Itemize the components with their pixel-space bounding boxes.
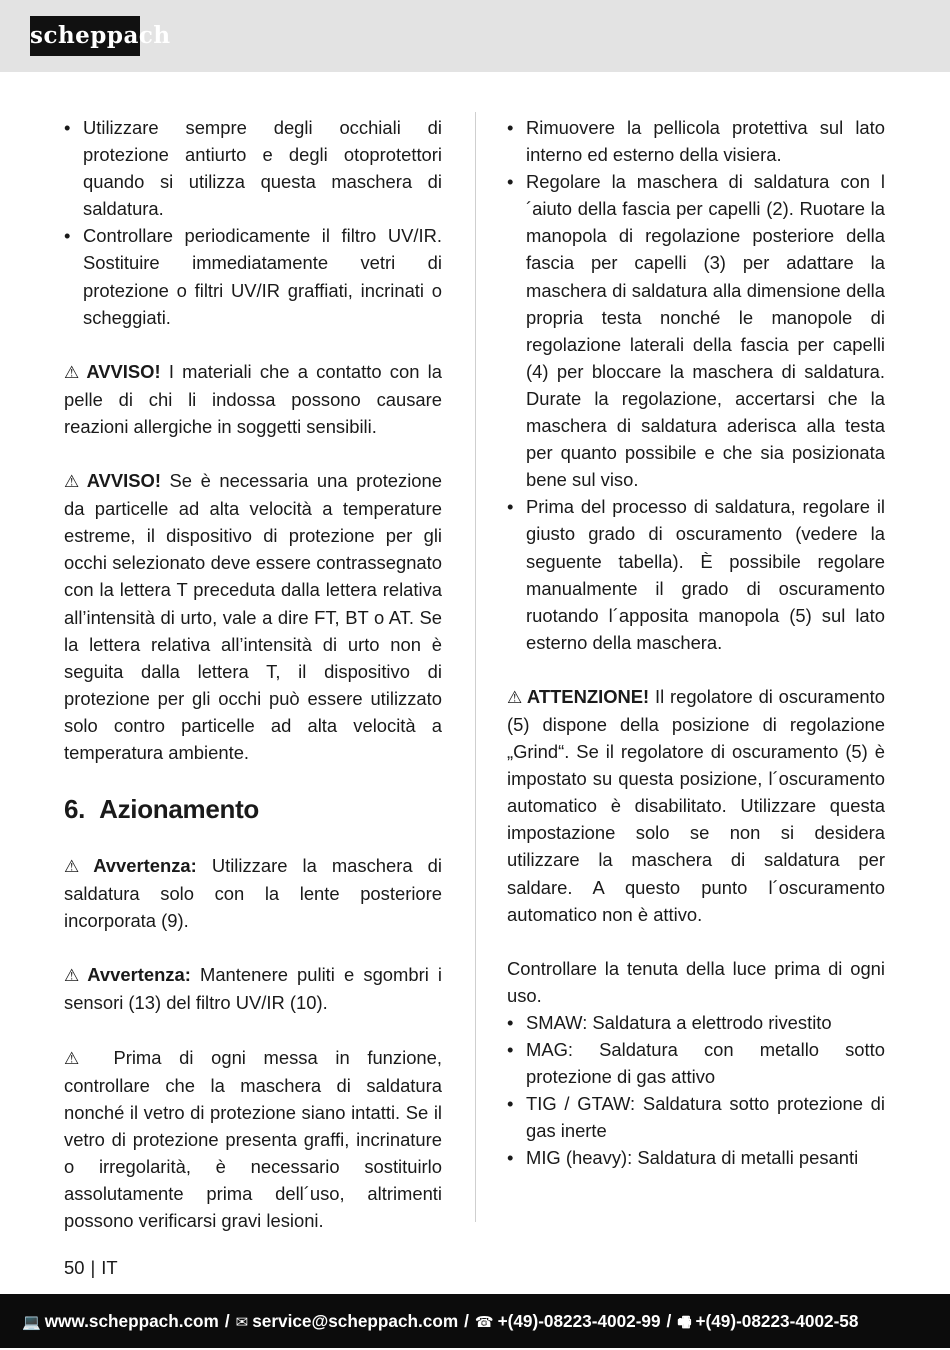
caution-label: Avvertenza: xyxy=(93,855,197,877)
light-tightness-paragraph: Controllare la tenuta della luce prima di ogni uso. xyxy=(507,957,885,1006)
email-icon: ✉ xyxy=(235,1314,249,1331)
list-item: • Utilizzare sempre degli occhiali di protezione antiurto e degli otoprotettori quando si utilizza questa maschera di saldatura. xyxy=(64,114,442,222)
footer-contact xyxy=(22,1294,858,1350)
footer-bar xyxy=(0,1294,950,1348)
attention-label: ATTENZIONE! xyxy=(526,685,650,707)
footer-separator: / xyxy=(666,1311,672,1331)
footer-fax: +(49)-08223-4002-58 xyxy=(695,1311,859,1331)
section-number: 6. xyxy=(64,794,86,825)
list-item: • MIG (heavy): Saldatura di metalli pesanti xyxy=(507,1144,885,1171)
column-divider xyxy=(475,112,476,1222)
right-column xyxy=(507,114,885,1171)
warning-label: AVVISO! xyxy=(86,360,161,382)
warning-triangle-icon: ⚠ xyxy=(64,966,84,986)
warning-triangle-icon: ⚠ xyxy=(64,857,90,877)
caution-label: Avvertenza: xyxy=(87,964,191,986)
footer-phone: +(49)-08223-4002-99 xyxy=(497,1311,661,1331)
caution-lens xyxy=(64,852,442,934)
header-band xyxy=(0,0,950,72)
footer-website[interactable]: www.scheppach.com xyxy=(44,1311,219,1331)
warning-triangle-icon: ⚠ xyxy=(64,472,83,492)
safety-bullet-list xyxy=(64,114,442,331)
list-item: • SMAW: Saldatura a elettrodo rivestito xyxy=(507,1009,885,1036)
section-heading xyxy=(64,793,442,825)
caution-sensors xyxy=(64,961,442,1016)
warning-allergy xyxy=(64,358,442,440)
fax-icon: 🖷 xyxy=(677,1314,692,1331)
warning-particles xyxy=(64,467,442,766)
welding-process-list xyxy=(507,1009,885,1172)
caution-text: Utilizzare la maschera di saldatura solo con la lente posteriore incorporata (9). xyxy=(64,855,442,932)
page-number xyxy=(64,1256,118,1280)
brand-logo: scheppach xyxy=(30,16,140,56)
list-item: • Regolare la maschera di saldatura con l´aiuto della fascia per capelli (2). Ruotare la manopola di regolazione posteriore della fascia per capelli (3) per adattare la maschera di saldatura alla dimensione della propria testa nonché le manopole di regolazione laterali della fascia per capelli (4) per bloccare la maschera di saldatura. Durate la regolazione, accertarsi che la maschera di saldatura aderisca alla testa per quanto possibile e che sia posizionata bene sul viso. xyxy=(507,168,885,493)
warning-triangle-icon: ⚠ xyxy=(64,362,83,382)
footer-email[interactable]: service@scheppach.com xyxy=(252,1311,459,1331)
page-number-separator: | xyxy=(90,1257,96,1278)
notice-inspection xyxy=(64,1044,442,1235)
list-item: • MAG: Saldatura con metallo sotto protezione di gas attivo xyxy=(507,1036,885,1090)
list-item: • Controllare periodicamente il filtro UV/IR. Sostituire immediatamente vetri di protezione o filtri UV/IR graffiati, incrinati o scheggiati. xyxy=(64,222,442,330)
warning-label: AVVISO! xyxy=(86,470,161,492)
list-item: • Rimuovere la pellicola protettiva sul lato interno ed esterno della visiera. xyxy=(507,114,885,168)
warning-text: Se è necessaria una protezione da particelle ad alta velocità a temperature estreme, il dispositivo di protezione per gli occhi selezionato deve essere contrassegnato con la lettera T preceduta dalla lettera relativa all’intensità di urto, vale a dire FT, BT o AT. Se la lettera relativa all’intensità di urto non è seguita dalla lettera T, il dispositivo di protezione per gli occhi può essere utilizzato solo contro particelle ad alta velocità a temperatura ambiente. xyxy=(64,470,442,763)
phone-icon: ☎ xyxy=(474,1314,494,1331)
warning-triangle-icon: ⚠ xyxy=(507,687,523,707)
warning-triangle-icon: ⚠ xyxy=(64,1048,92,1068)
warning-text: I materiali che a contatto con la pelle di chi li indossa possono causare reazioni allergiche in soggetti sensibili. xyxy=(64,360,442,437)
attention-grind xyxy=(507,683,885,928)
left-column xyxy=(64,114,442,1234)
attention-text: Il regolatore di oscuramento (5) dispone della posizione di regolazione „Grind“. Se il regolatore di oscuramento (5) è impostato su questa posizione, l´oscuramento automatico è disabilitato. Utilizzare questa impostazione solo se non si desidera utilizzare la maschera di saldatura per saldare. A questo punto l´oscuramento automatico non è attivo. xyxy=(507,685,885,925)
list-item: • TIG / GTAW: Saldatura sotto protezione di gas inerte xyxy=(507,1090,885,1144)
language-code: IT xyxy=(101,1257,118,1278)
operation-bullet-list xyxy=(507,114,885,656)
list-item: • Prima del processo di saldatura, regolare il giusto grado di oscuramento (vedere la seguente tabella). È possibile regolare manualmente il grado di oscuramento ruotando l´apposita manopola (5) sul lato esterno della maschera. xyxy=(507,493,885,656)
computer-icon: 💻 xyxy=(22,1314,41,1331)
caution-text: Mantenere puliti e sgombri i sensori (13) del filtro UV/IR (10). xyxy=(64,964,443,1014)
footer-separator: / xyxy=(464,1311,469,1331)
section-title: Azionamento xyxy=(99,794,260,825)
footer-separator: / xyxy=(224,1311,230,1331)
page-number-value: 50 xyxy=(64,1257,85,1278)
notice-text: Prima di ogni messa in funzione, controllare che la maschera di saldatura nonché il vetro di protezione siano intatti. Se il vetro di protezione presenta graffi, incrinature o irregolarità, è necessario sostituirlo assolutamente prima dell´uso, altrimenti possono verificarsi gravi lesioni. xyxy=(64,1046,442,1232)
